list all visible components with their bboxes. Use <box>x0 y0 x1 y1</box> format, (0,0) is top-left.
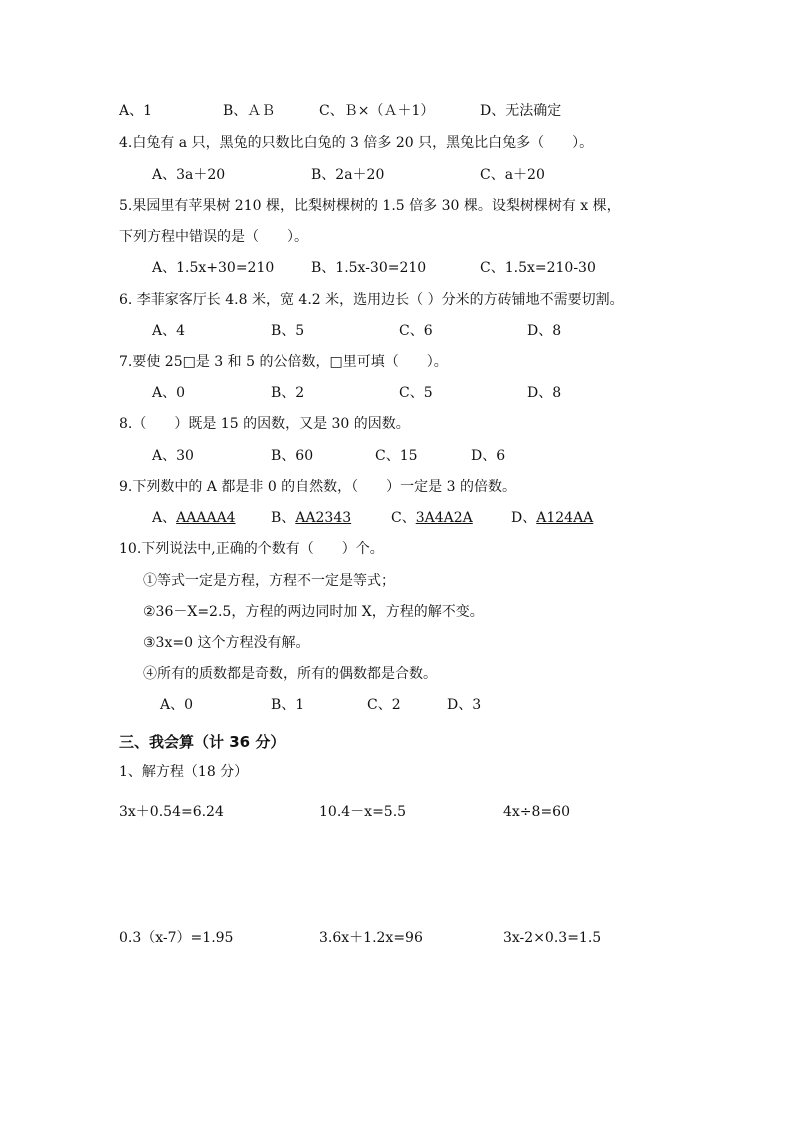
q6-text: 6. 李菲家客厅长 4.8 米，宽 4.2 米，选用边长（ ）分米的方砖铺地不需要切割。 <box>119 292 624 308</box>
q10-statement-2: ②36－X=2.5，方程的两边同时加 X，方程的解不变。 <box>143 604 484 620</box>
q9-option-b <box>271 508 351 528</box>
q8-text: 8.（ ）既是 15 的因数，又是 30 的因数。 <box>119 416 410 432</box>
q10-text: 10.下列说法中,正确的个数有（ ）个。 <box>119 541 384 557</box>
q5-text-line2: 下列方程中错误的是（ ）。 <box>119 229 308 245</box>
q8-option-b: B、60 <box>271 448 314 464</box>
q9-option-c-label: C、 <box>391 510 416 526</box>
q10-option-d: D、3 <box>447 697 482 713</box>
q6-option-a: A、4 <box>152 323 186 339</box>
q5-option-a: A、1.5x+30=210 <box>152 260 275 276</box>
q5-option-c: C、1.5x=210-30 <box>480 260 596 276</box>
q6-option-c: C、6 <box>399 323 433 339</box>
q5-text-line1: 5.果园里有苹果树 210 棵，比梨树棵树的 1.5 倍多 30 棵。设梨树棵树有 x 棵， <box>119 198 621 214</box>
q9-option-d-label: D、 <box>511 510 537 526</box>
q10-option-a: A、0 <box>160 697 194 713</box>
q8-option-a: A、30 <box>152 448 194 464</box>
q9-option-b-label: B、 <box>271 510 296 526</box>
q4-option-b: B、2a＋20 <box>311 167 385 183</box>
q10-statement-3: ③3x=0 这个方程没有解。 <box>143 635 310 651</box>
q7-option-a: A、0 <box>152 385 186 401</box>
equation-2: 10.4－x=5.5 <box>319 804 407 820</box>
q7-option-c: C、5 <box>399 385 433 401</box>
q10-statement-4: ④所有的质数都是奇数，所有的偶数都是合数。 <box>143 666 437 682</box>
q10-option-b: B、1 <box>271 697 305 713</box>
q9-option-d <box>511 508 593 528</box>
q4-text: 4.白兔有 a 只，黑兔的只数比白兔的 3 倍多 20 只，黑兔比白兔多（ ）。 <box>119 135 594 151</box>
q7-option-b: B、2 <box>271 385 305 401</box>
equation-5: 3.6x＋1.2x=96 <box>319 930 423 946</box>
q9-option-a-label: A、 <box>152 510 177 526</box>
q9-option-d-value: A124AA <box>536 510 594 526</box>
section-3-title: 三、我会算（计 36 分） <box>119 733 286 751</box>
q7-text: 7.要使 25□是 3 和 5 的公倍数，□里可填（ ）。 <box>119 354 448 370</box>
q3-option-d: D、无法确定 <box>480 103 562 119</box>
q10-option-c: C、2 <box>367 697 401 713</box>
q3-option-b: B、ＡＢ <box>223 103 276 119</box>
q9-option-c <box>391 508 473 528</box>
q7-option-d: D、8 <box>527 385 562 401</box>
q3-option-c: C、Ｂ×（Ａ＋1） <box>319 103 435 119</box>
section-3-subtitle: 1、解方程（18 分） <box>119 764 249 780</box>
q5-option-b: B、1.5x-30=210 <box>311 260 427 276</box>
q9-option-a-value: AAAAA4 <box>176 510 236 526</box>
q4-option-a: A、3a＋20 <box>152 167 226 183</box>
equation-1: 3x＋0.54=6.24 <box>119 804 224 820</box>
equation-6: 3x-2×0.3=1.5 <box>503 930 602 946</box>
q4-option-c: C、a＋20 <box>480 167 545 183</box>
q9-option-b-value: AA2343 <box>295 510 352 526</box>
q9-option-c-value: 3A4A2A <box>415 510 473 526</box>
q6-option-b: B、5 <box>271 323 305 339</box>
equation-4: 0.3（x-7）=1.95 <box>119 930 234 946</box>
q3-option-a: A、1 <box>119 103 153 119</box>
q9-text: 9.下列数中的 A 都是非 0 的自然数，（ ）一定是 3 的倍数。 <box>119 479 516 495</box>
q10-statement-1: ①等式一定是方程，方程不一定是等式； <box>143 573 395 589</box>
equation-3: 4x÷8=60 <box>503 804 570 820</box>
q6-option-d: D、8 <box>527 323 562 339</box>
q8-option-d: D、6 <box>471 448 506 464</box>
q8-option-c: C、15 <box>375 448 418 464</box>
q9-option-a <box>152 508 236 528</box>
